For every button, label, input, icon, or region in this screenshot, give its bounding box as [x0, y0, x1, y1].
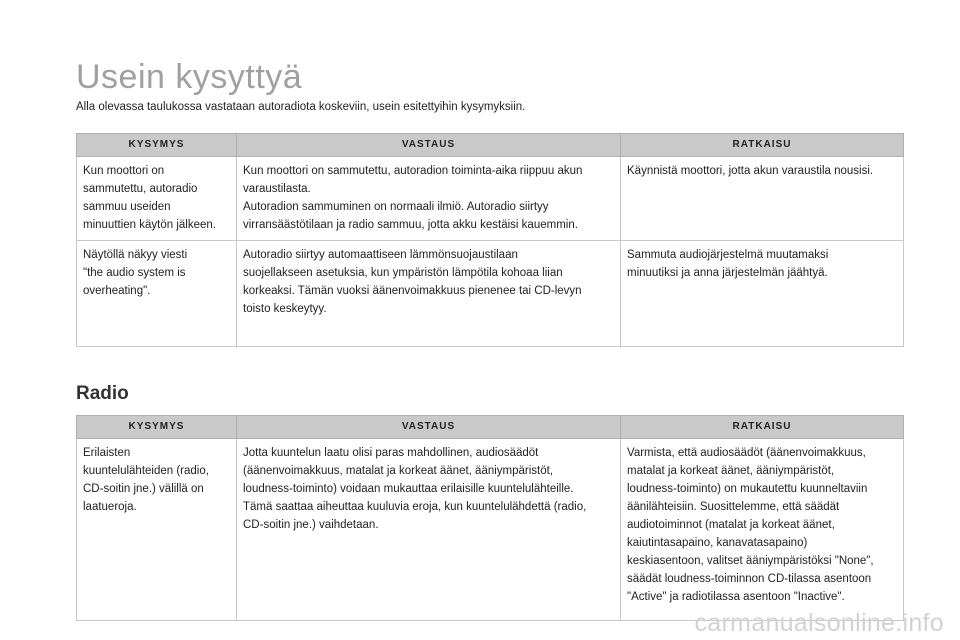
header-solution: RATKAISU [621, 416, 904, 439]
table-header-row [77, 134, 904, 157]
header-answer: VASTAUS [237, 416, 621, 439]
intro-text: Alla olevassa taulukossa vastataan autoradiota koskeviin, usein esitettyihin kysymyksiin. [76, 101, 526, 113]
header-question: KYSYMYS [77, 134, 237, 157]
page-title: Usein kysyttyä [76, 58, 303, 96]
question-cell: Erilaisten kuuntelulähteiden (radio, CD-soitin jne.) välillä on laatueroja. [77, 439, 237, 621]
header-question: KYSYMYS [77, 416, 237, 439]
question-cell: Kun moottori on sammutettu, autoradio sammuu useiden minuuttien käytön jälkeen. [77, 157, 237, 241]
header-solution: RATKAISU [621, 134, 904, 157]
solution-cell: Käynnistä moottori, jotta akun varaustila nousisi. [621, 157, 904, 241]
answer-cell: Kun moottori on sammutettu, autoradion toiminta-aika riippuu akun varaustilasta. Autoradion sammuminen on normaali ilmiö. Autoradio siirtyy virransäästötilaan ja radio sammuu, jotta akku kestäisi kauemmin. [237, 157, 621, 241]
question-cell: Näytöllä näkyy viesti "the audio system is overheating". [77, 241, 237, 347]
answer-cell: Jotta kuuntelun laatu olisi paras mahdollinen, audiosäädöt (äänenvoimakkuus, matalat ja korkeat äänet, ääniympäristöt, loudness-toiminto) voidaan mukauttaa erilaisille kuuntelulähteille. Tämä saattaa aiheuttaa kuuluvia eroja, kun kuuntelulähdettä (radio, CD-soitin jne.) vaihdetaan. [237, 439, 621, 621]
faq-table-general [76, 133, 904, 347]
answer-cell: Autoradio siirtyy automaattiseen lämmönsuojaustilaan suojellakseen asetuksia, kun ympäristön lämpötila kohoaa liian korkeaksi. Tämän vuoksi äänenvoimakkuus pienenee tai CD-levyn toisto keskeytyy. [237, 241, 621, 347]
table-header-row [77, 416, 904, 439]
solution-cell: Sammuta audiojärjestelmä muutamaksi minuutiksi ja anna järjestelmän jäähtyä. [621, 241, 904, 347]
solution-cell: Varmista, että audiosäädöt (äänenvoimakkuus, matalat ja korkeat äänet, ääniympäristöt, loudness-toiminto) on mukautettu kuunneltaviin äänilähteisiin. Suosittelemme, että säädät audiotoiminnot (matalat ja korkeat äänet, kaiutintasapaino, kanavatasapaino) keskiasentoon, valitset ääniympäristöksi "None", säädät loudness-toiminnon CD-tilassa asentoon "Active" ja radiotilassa asentoon "Inactive". [621, 439, 904, 621]
watermark: carmanualsonline.info [694, 609, 944, 637]
table-row [77, 157, 904, 241]
faq-table-radio [76, 415, 904, 621]
section-title-radio: Radio [76, 383, 129, 404]
table-row [77, 439, 904, 621]
table-row [77, 241, 904, 347]
header-answer: VASTAUS [237, 134, 621, 157]
